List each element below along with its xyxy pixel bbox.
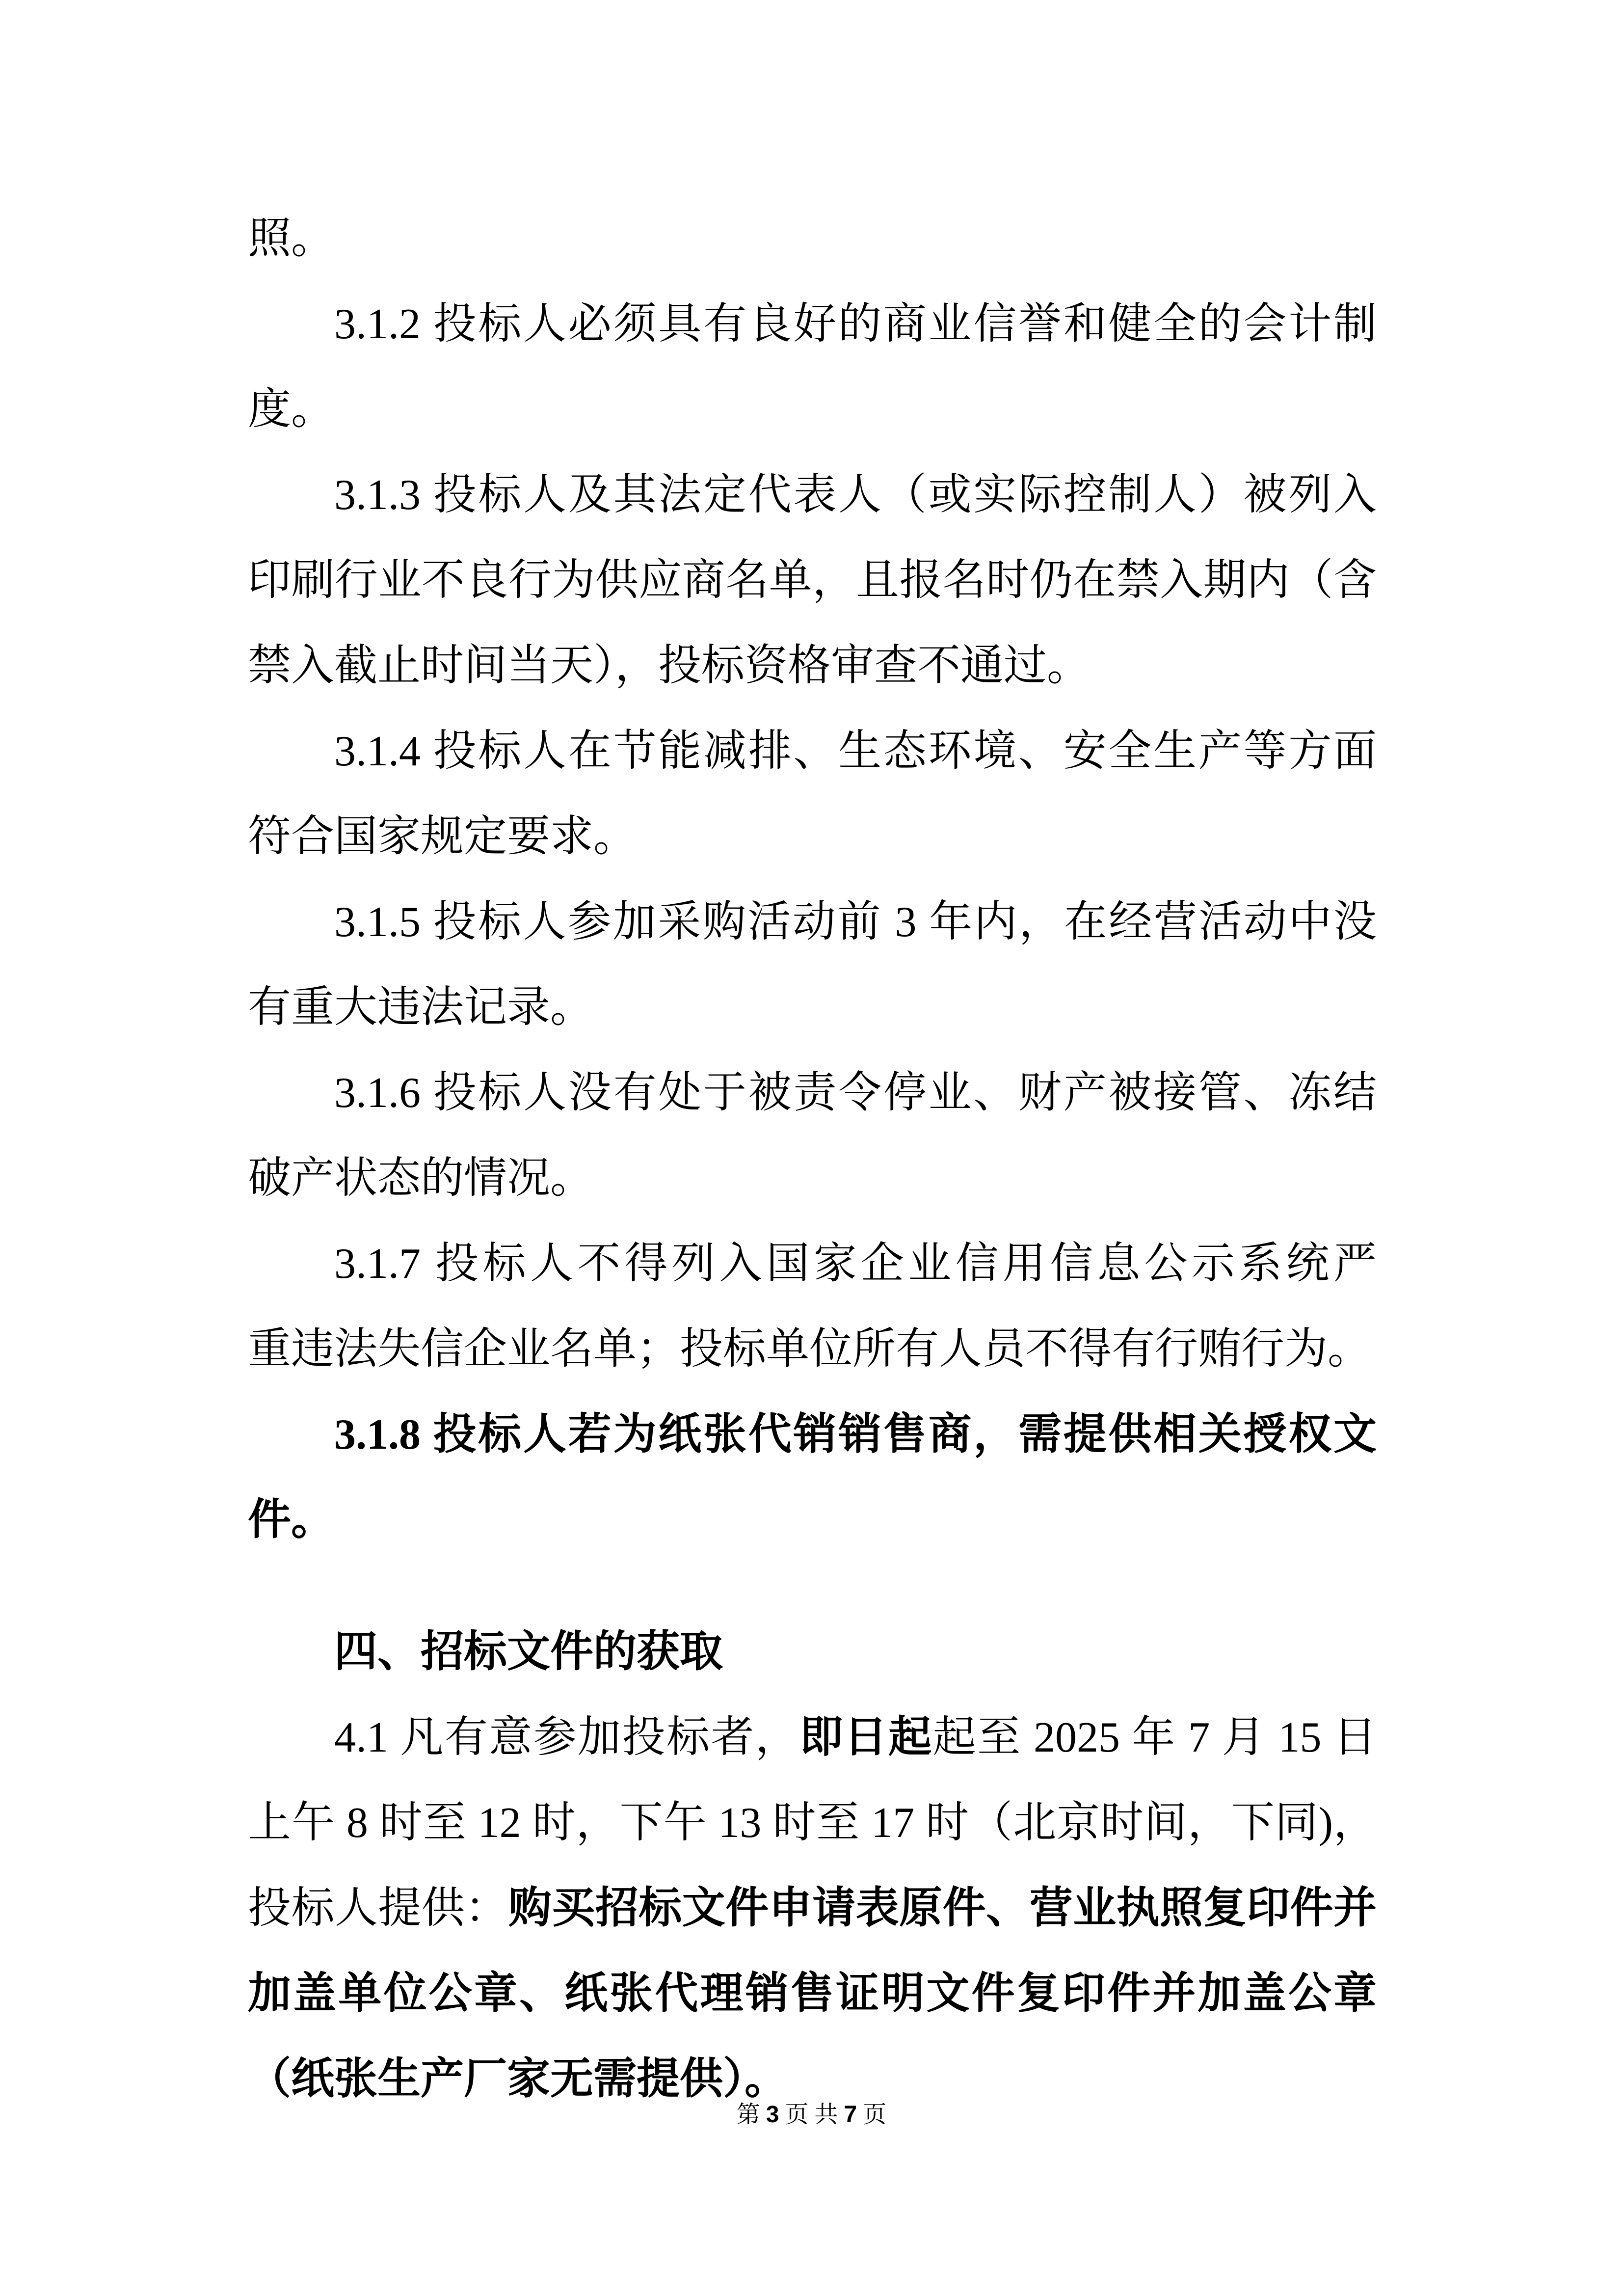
- document-body: [248, 196, 1377, 2122]
- text-line: [248, 1951, 1377, 2037]
- text-line: [248, 709, 1377, 794]
- text-segment: 3.1.3 投标人及其法定代表人（或实际控制人）被列入: [334, 471, 1377, 519]
- text-segment: 印刷行业不良行为供应商名单，且报名时仍在禁入期内（含: [248, 557, 1377, 604]
- para-3-1-6: [248, 1051, 1377, 1221]
- text-segment: 3.1.5 投标人参加采购活动前 3 年内，在经营活动中没: [334, 898, 1377, 946]
- text-segment: 有重大违法记录。: [248, 984, 594, 1031]
- text-segment: 即日起: [799, 1714, 933, 1761]
- text-line: [248, 453, 1377, 538]
- text-segment: 投标人提供：: [248, 1885, 508, 1932]
- text-segment: （纸张生产厂家无需提供）。: [248, 2055, 788, 2103]
- text-line: [248, 1221, 1377, 1307]
- para-3-1-7: [248, 1221, 1377, 1392]
- para-3-1-1-continuation: [248, 196, 1377, 282]
- heading-section-4: [248, 1610, 1377, 1695]
- text-segment: 购买招标文件申请表原件、营业执照复印件并: [508, 1885, 1377, 1932]
- text-segment: 3.1.6 投标人没有处于被责令停业、财产被接管、冻结: [334, 1069, 1377, 1117]
- text-segment: 页 共: [779, 2102, 844, 2128]
- text-line: [248, 1136, 1377, 1221]
- text-segment: 符合国家规定要求。: [248, 813, 637, 861]
- text-segment: 7: [844, 2102, 857, 2128]
- text-segment: 3.1.4 投标人在节能减排、生态环境、安全生产等方面: [334, 728, 1377, 775]
- text-segment: 3.1.8 投标人若为纸张代销销售商，需提供相关授权文: [334, 1411, 1377, 1459]
- text-line: [248, 794, 1377, 880]
- text-line: [248, 1051, 1377, 1136]
- para-3-1-2: [248, 282, 1377, 453]
- text-line: [248, 623, 1377, 709]
- text-line: [248, 880, 1377, 965]
- text-line: [248, 196, 1377, 282]
- text-line: [248, 1478, 1377, 1563]
- para-3-1-3: [248, 453, 1377, 709]
- text-line: [248, 1392, 1377, 1478]
- text-line: [248, 1695, 1377, 1781]
- text-line: [248, 1781, 1377, 1866]
- text-line: [248, 1307, 1377, 1392]
- text-segment: 件。: [248, 1496, 335, 1544]
- text-segment: 3.1.2 投标人必须具有良好的商业信誉和健全的会计制: [334, 300, 1377, 348]
- text-segment: 度。: [248, 386, 335, 433]
- para-3-1-8: [248, 1392, 1377, 1563]
- text-segment: 起至 2025 年 7 月 15 日: [932, 1714, 1377, 1761]
- text-segment: 禁入截止时间当天），投标资格审查不通过。: [248, 642, 1091, 690]
- para-3-1-5: [248, 880, 1377, 1051]
- text-line: [248, 367, 1377, 453]
- text-segment: 第: [736, 2102, 766, 2128]
- text-segment: 加盖单位公章、纸张代理销售证明文件复印件并加盖公章: [248, 1970, 1377, 2018]
- text-segment: 3.1.7 投标人不得列入国家企业信用信息公示系统严: [334, 1240, 1377, 1288]
- text-line: [248, 1610, 1377, 1695]
- text-segment: 照。: [248, 215, 335, 263]
- text-segment: 上午 8 时至 12 时，下午 13 时至 17 时（北京时间，下同)，: [248, 1799, 1377, 1847]
- text-segment: 破产状态的情况。: [248, 1155, 594, 1202]
- text-segment: 四、招标文件的获取: [334, 1628, 723, 1676]
- text-segment: 4.1 凡有意参加投标者，: [334, 1714, 800, 1761]
- para-4-1: [248, 1695, 1377, 2122]
- text-segment: 重违法失信企业名单；投标单位所有人员不得有行贿行为。: [248, 1325, 1371, 1373]
- text-segment: 页: [857, 2102, 887, 2128]
- page-footer: [0, 2102, 1623, 2128]
- text-segment: 3: [766, 2102, 779, 2128]
- text-line: [248, 538, 1377, 623]
- text-line: [248, 282, 1377, 367]
- para-3-1-4: [248, 709, 1377, 880]
- text-line: [248, 965, 1377, 1051]
- text-line: [248, 1866, 1377, 1951]
